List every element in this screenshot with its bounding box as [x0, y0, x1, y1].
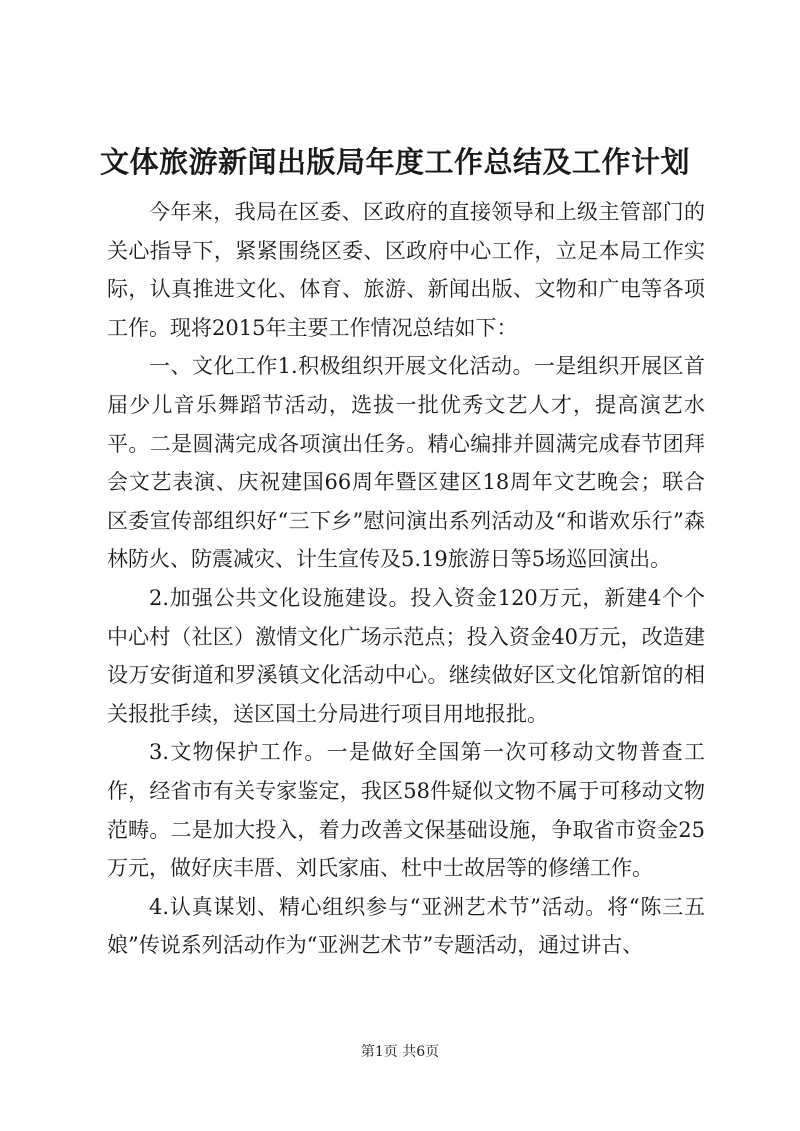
paragraph-relics: 3.文物保护工作。一是做好全国第一次可移动文物普查工作，经省市有关专家鉴定，我区58件疑似文物不属于可移动文物范畴。二是加大投入，着力改善文保基础设施，争取省市资金25万元，做好庆丰厝、刘氏家庙、杜中士故居等的修缮工作。	[107, 740, 705, 881]
document-body	[107, 193, 705, 965]
document-title: 文体旅游新闻出版局年度工作总结及工作计划	[100, 145, 691, 179]
paragraph-facilities: 2.加强公共文化设施建设。投入资金120万元，新建4个个中心村（社区）激情文化广场示范点；投入资金40万元，改造建设万安街道和罗溪镇文化活动中心。继续做好区文化馆新馆的相关报批手续，送区国土分局进行项目用地报批。	[107, 585, 705, 726]
paragraph-culture-work: 一、文化工作1.积极组织开展文化活动。一是组织开展区首届少儿音乐舞蹈节活动，选拔一批优秀文艺人才，提高演艺水平。二是圆满完成各项演出任务。精心编排并圆满完成春节团拜会文艺表演、庆祝建国66周年暨区建区18周年文艺晚会；联合区委宣传部组织好“三下乡”慰问演出系列活动及“和谐欢乐行”森林防火、防震减灾、计生宣传及5.19旅游日等5场巡回演出。	[107, 354, 705, 572]
paragraph-intro: 今年来，我局在区委、区政府的直接领导和上级主管部门的关心指导下，紧紧围绕区委、区政府中心工作，立足本局工作实际，认真推进文化、体育、旅游、新闻出版、文物和广电等各项工作。现将2015年主要工作情况总结如下：	[107, 200, 705, 340]
paragraph-arts-festival: 4.认真谋划、精心组织参与“亚洲艺术节”活动。将“陈三五娘”传说系列活动作为“亚洲艺术节”专题活动，通过讲古、	[107, 894, 705, 958]
page-number-footer: 第1页 共6页	[360, 1044, 440, 1060]
